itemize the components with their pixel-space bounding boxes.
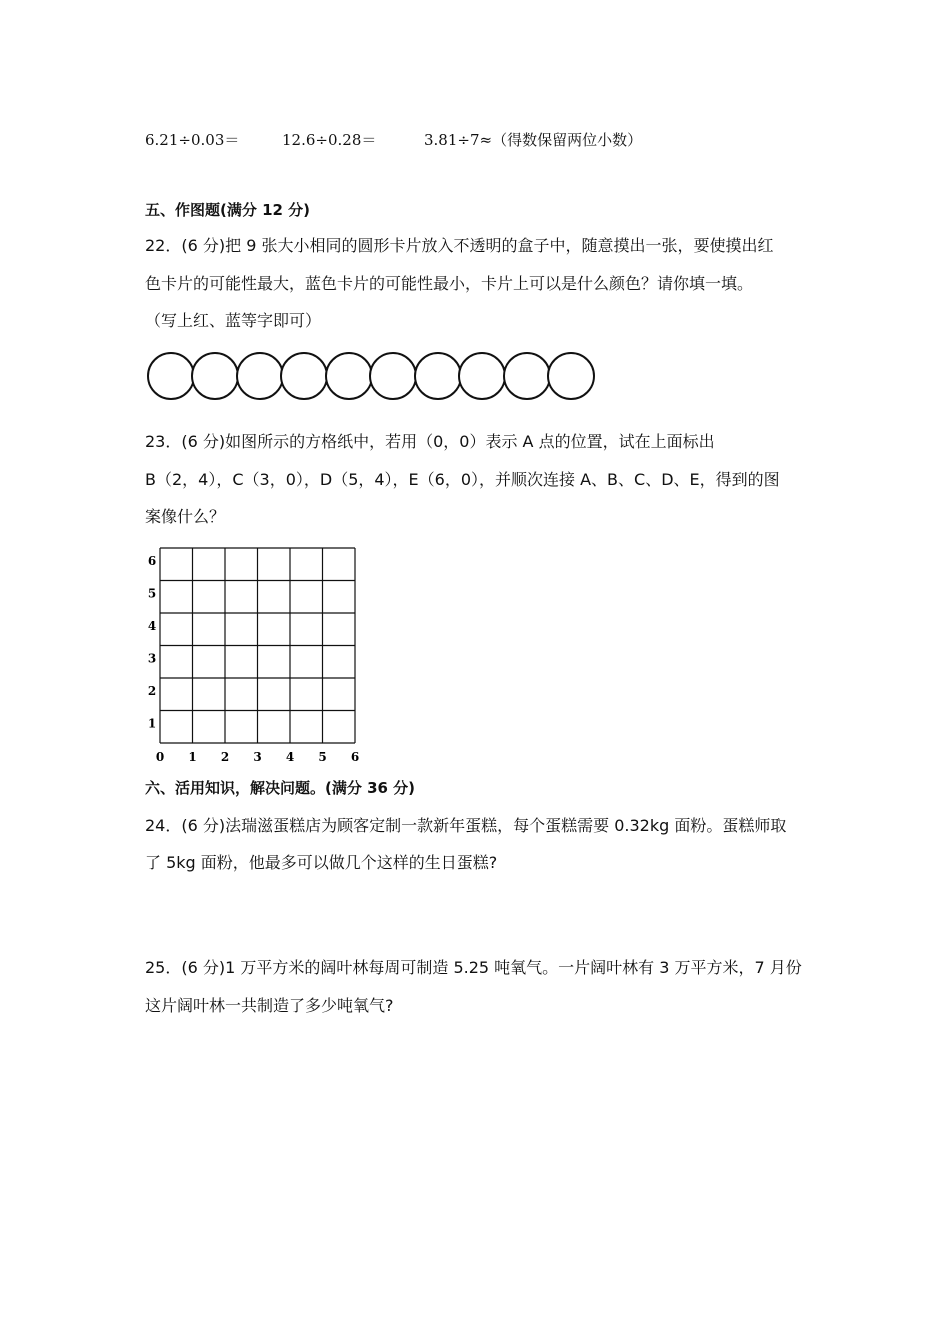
- q24-line-2: 了 5kg 面粉，他最多可以做几个这样的生日蛋糕?: [145, 853, 498, 872]
- grid-labels: [148, 554, 359, 762]
- q23-line-2: B（2，4），C（3，0），D（5，4），E（6，0），并顺次连接 A、B、C、D、E，得到的图: [145, 470, 780, 489]
- y-tick-label: 5: [147, 586, 157, 601]
- q22-line-2: 色卡片的可能性最大，蓝色卡片的可能性最小，卡片上可以是什么颜色？请你填一填。: [145, 274, 754, 293]
- card-circle[interactable]: [369, 352, 417, 400]
- q24-line-1: 24．(6 分)法瑞滋蛋糕店为顾客定制一款新年蛋糕，每个蛋糕需要 0.32kg 面粉。蛋糕师取: [145, 816, 787, 835]
- x-tick-label: 1: [188, 750, 197, 762]
- q23-line-3: 案像什么？: [145, 507, 226, 526]
- x-tick-label: 2: [220, 750, 230, 762]
- x-tick-label: 5: [318, 750, 327, 762]
- x-tick-label: 4: [285, 750, 295, 762]
- x-tick-label: 6: [350, 750, 360, 762]
- card-circle[interactable]: [547, 352, 595, 400]
- q25-line-2: 这片阔叶林一共制造了多少吨氧气?: [145, 996, 394, 1015]
- section-6-heading: 六、活用知识，解决问题。(满分 36 分): [145, 779, 416, 797]
- grid-lines: [160, 548, 355, 743]
- y-tick-label: 3: [147, 651, 157, 666]
- calc-item-1: 6.21÷0.03＝: [145, 131, 240, 149]
- q25-line-1: 25．(6 分)1 万平方米的阔叶林每周可制造 5.25 吨氧气。一片阔叶林有 3 万平方米，7 月份: [145, 958, 802, 977]
- y-tick-label: 6: [147, 554, 157, 568]
- y-tick-label: 2: [147, 684, 157, 698]
- x-tick-label: 0: [155, 750, 165, 762]
- y-tick-label: 1: [147, 716, 157, 731]
- card-circle[interactable]: [191, 352, 239, 400]
- calc-item-3: 3.81÷7≈（得数保留两位小数）: [424, 131, 643, 149]
- q22-line-1: 22．(6 分)把 9 张大小相同的圆形卡片放入不透明的盒子中，随意摸出一张，要使摸出红: [145, 236, 774, 255]
- q22-line-3: （写上红、蓝等字即可）: [145, 311, 322, 330]
- y-tick-label: 4: [147, 619, 157, 633]
- card-circle[interactable]: [236, 352, 284, 400]
- card-circle[interactable]: [458, 352, 506, 400]
- coordinate-grid[interactable]: [140, 540, 370, 762]
- card-circle[interactable]: [280, 352, 328, 400]
- q23-line-1: 23．(6 分)如图所示的方格纸中，若用（0，0）表示 A 点的位置，试在上面标出: [145, 432, 715, 451]
- card-circle[interactable]: [414, 352, 462, 400]
- calc-item-2: 12.6÷0.28＝: [282, 131, 377, 149]
- x-tick-label: 3: [253, 750, 262, 762]
- card-circle[interactable]: [325, 352, 373, 400]
- section-5-heading: 五、作图题(满分 12 分): [145, 201, 311, 219]
- card-circle[interactable]: [147, 352, 195, 400]
- card-circle[interactable]: [503, 352, 551, 400]
